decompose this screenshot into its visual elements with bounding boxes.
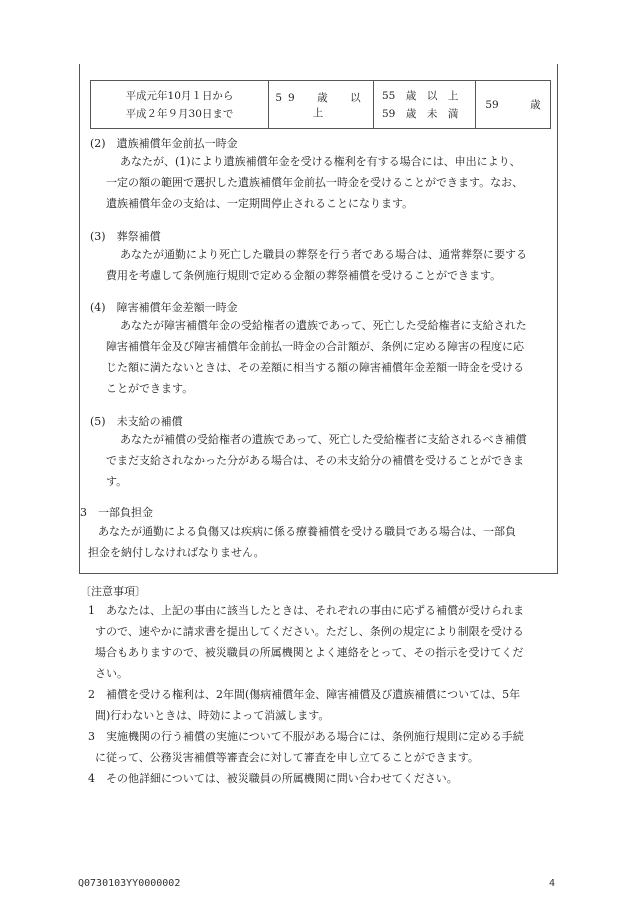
item-4-heading: (4) 障害補償年金差額一時金: [90, 301, 238, 314]
period-cell: [91, 81, 269, 129]
note-3-line-1: 3 実施機関の行う補償の実施について不服がある場合には、条例施行規則に定める手続: [88, 730, 524, 743]
note-4-line-1: 4 その他詳細については、被災職員の所属機関に問い合わせてください。: [88, 772, 458, 785]
note-1-line-3: 場合もありますので、被災職員の所属機関とよく連絡をとって、その指示を受けてくだ: [95, 646, 524, 659]
notes-heading: 〔注意事項〕: [80, 585, 146, 598]
page-number: 4: [549, 878, 556, 889]
age-cell-b-line-1: 55 歳 以 上: [382, 89, 459, 102]
section-3-heading: 3 一部負担金: [80, 506, 153, 519]
item-5-heading: (5) 未支給の補償: [90, 415, 183, 428]
note-3-line-2: に従って、公務災害補償等審査会に対して審査を申し立てることができます。: [95, 751, 479, 764]
age-cell-b: [374, 81, 476, 129]
item-2-body: [106, 151, 551, 214]
note-2-line-1: 2 補償を受ける権利は、2年間(傷病補償年金、障害補償及び遺族補償については、5年: [88, 688, 521, 701]
note-1-line-2: すので、速やかに請求書を提出してください。ただし、条例の規定により制限を受ける: [95, 625, 524, 638]
item-3-line-2: 費用を考慮して条例施行規則で定める金額の葬祭補償を受けることができます。: [106, 269, 502, 282]
notes-body: [84, 600, 554, 789]
item-4-line-1: あなたが障害補償年金の受給権者の遺族であって、死亡した受給権者に支給された: [120, 319, 527, 332]
item-5-line-2: でまだ支給されなかった分がある場合は、その未支給分の補償を受けることができま: [106, 454, 524, 467]
document-code: Q0730103YY0000002: [78, 878, 181, 889]
note-1-line-1: 1 あなたは、上記の事由に該当したときは、それぞれの事由に応ずる補償が受けられま: [88, 604, 524, 617]
item-4-body: [106, 315, 551, 399]
table-row: [91, 81, 551, 129]
item-2-line-1: あなたが、(1)により遺族補償年金を受ける権利を有する場合には、申出により、: [120, 155, 521, 168]
item-4-line-3: じた額に満たないときは、その差額に相当する額の障害補償年金差額一時金を受ける: [106, 361, 524, 374]
item-4-line-4: ことができます。: [106, 382, 194, 395]
item-5-line-3: す。: [106, 475, 128, 488]
age-cell-c: 59 歳: [476, 81, 551, 129]
age-condition-table: [90, 80, 551, 129]
item-2-line-3: 遺族補償年金の支給は、一定期間停止されることになります。: [106, 197, 414, 210]
age-cell-a: 59 歳 以 上: [269, 81, 374, 129]
item-2-heading: (2) 遺族補償年金前払一時金: [90, 137, 238, 150]
section-3-body: [88, 521, 550, 563]
section-3-line-2: 担金を納付しなければなりません。: [88, 546, 265, 559]
item-5-body: [106, 429, 551, 492]
item-3-heading: (3) 葬祭補償: [90, 230, 161, 243]
item-3-body: [106, 244, 551, 286]
note-2-line-2: 間)行わないときは、時効によって消滅します。: [95, 709, 330, 722]
item-5-line-1: あなたが補償の受給権者の遺族であって、死亡した受給権者に支給されるべき補償: [120, 433, 527, 446]
age-cell-b-line-2: 59 歳 未 満: [382, 107, 459, 120]
item-2-line-2: 一定の額の範囲で選択した遺族補償年金前払一時金を受けることができます。なお、: [106, 176, 524, 189]
period-line-1: 平成元年10月１日から: [125, 89, 234, 102]
period-line-2: 平成２年９月30日まで: [125, 107, 234, 120]
section-3-line-1: あなたが通勤による負傷又は疾病に係る療養補償を受ける職員である場合は、一部負: [98, 525, 516, 538]
note-1-line-4: さい。: [95, 667, 128, 680]
item-3-line-1: あなたが通勤により死亡した職員の葬祭を行う者である場合は、通常葬祭に要する: [120, 248, 527, 261]
item-4-line-2: 障害補償年金及び障害補償年金前払一時金の合計額が、条例に定める障害の程度に応: [106, 340, 524, 353]
